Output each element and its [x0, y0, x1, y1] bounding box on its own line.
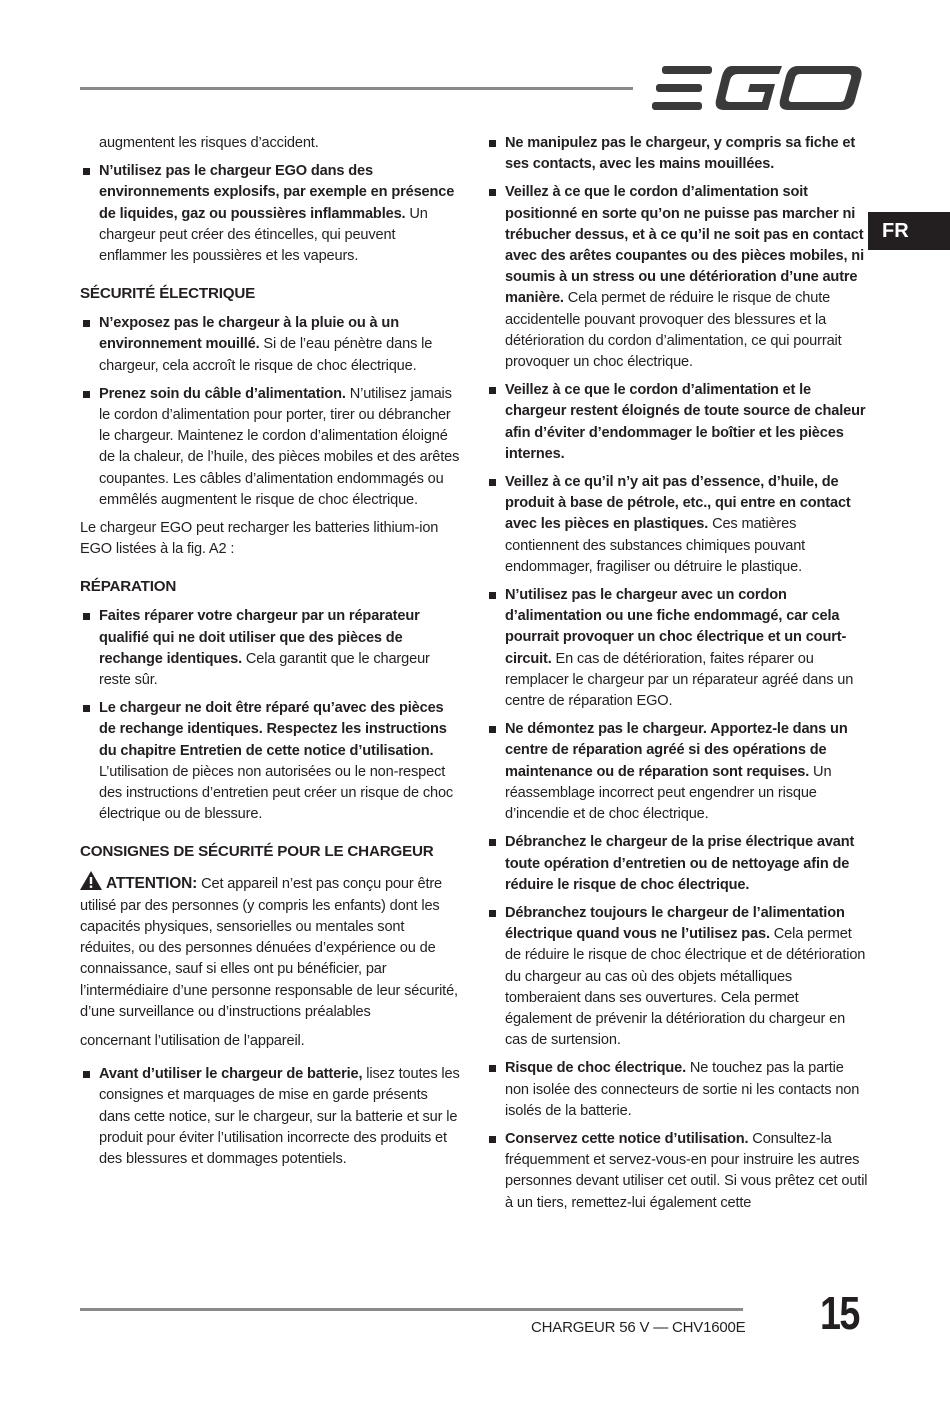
item-text: N’utilisez jamais le cordon d’alimentation pour porter, tirer ou débrancher le chargeur. Maintenez le cordon d’alimentation éloigné de la chaleur, de l’huile, des pièces mobiles et des arêtes coupantes. Les câbles d’alimentation endommagés ou emmêlés augmentent le risque de choc électrique. [99, 385, 460, 508]
section-heading-charger-safety: CONSIGNES DE SÉCURITÉ POUR LE CHARGEUR [80, 843, 434, 861]
item-bold: N’exposez pas le chargeur à la pluie ou à un environnement mouillé. [99, 315, 399, 353]
list-item [486, 1129, 868, 1214]
item-text: En cas de détérioration, faites réparer ou remplacer le chargeur par un réparateur agréé dans un centre de réparation EGO. [505, 650, 854, 710]
list-item [80, 384, 462, 511]
item-bold: Ne manipulez pas le chargeur, y compris sa fiche et ses contacts, avec les mains mouillées. [505, 135, 856, 173]
list-item [80, 1064, 462, 1170]
bullet-icon [489, 189, 496, 196]
item-text: Un réassemblage incorrect peut engendrer un risque d’incendie et de choc électrique. [505, 763, 832, 823]
item-bold: N’utilisez pas le chargeur avec un cordon d’alimentation ou une fiche endommagé, car cela pourrait provoquer un choc électrique et un court-circuit. [505, 587, 847, 667]
item-bold: Ne démontez pas le chargeur. Apportez-le dans un centre de réparation agréé si des opérations de maintenance ou de réparation sont requises. [505, 721, 848, 780]
right-column [486, 133, 868, 1221]
item-bold: Débranchez toujours le chargeur de l’alimentation électrique quand vous ne l’utilisez pas. [505, 904, 845, 943]
bullet-icon [83, 391, 90, 398]
bullet-icon [489, 839, 496, 846]
item-text: lisez toutes les consignes et marquages de mise en garde présents dans cette notice, sur le chargeur, sur la batterie et sur le produit pour éviter l’utilisation incorrecte des produits et des blessures et dommages potentiels. [99, 1066, 460, 1167]
ego-logo [652, 64, 862, 112]
language-tab: FR [868, 212, 950, 250]
bullet-icon [489, 1065, 496, 1072]
list-item [486, 380, 868, 465]
warning-icon [80, 871, 102, 890]
item-bold: Prenez soin du câble d’alimentation. [99, 385, 346, 402]
item-bold: Veillez à ce que le cordon d’alimentation et le chargeur restent éloignés de toute source de chaleur afin d’éviter d’endommager le boîtier et les pièces internes. [505, 382, 866, 462]
item-text: Un chargeur peut créer des étincelles, qui peuvent enflammer les poussières et les vapeurs. [99, 205, 428, 265]
list-item [486, 1058, 868, 1122]
bullet-icon [489, 479, 496, 486]
item-text: Si de l’eau pénètre dans le chargeur, cela accroît le risque de choc électrique. [99, 336, 433, 374]
list-item [486, 832, 868, 896]
item-bold: Le chargeur ne doit être réparé qu’avec des pièces de rechange identiques. Respectez les instructions du chapitre Entretien de cette notice d’utilisation. [99, 700, 447, 759]
list-item [80, 161, 462, 267]
item-text: L’utilisation de pièces non autorisées ou le non-respect des instructions d’entretien peut créer un risque de choc électrique ou de blessure. [99, 763, 454, 823]
item-bold: Avant d’utiliser le chargeur de batterie, [99, 1066, 363, 1083]
list-item [80, 698, 462, 825]
bullet-icon [83, 168, 90, 175]
section-heading-electrical: SÉCURITÉ ÉLECTRIQUE [80, 285, 256, 303]
item-bold: Débranchez le chargeur de la prise électrique avant toute opération d’entretien ou de nettoyage afin de réduire le risque de choc électrique. [505, 834, 855, 893]
list-item [486, 585, 868, 712]
page-number: 15 [820, 1287, 859, 1339]
bullet-icon [489, 140, 496, 147]
item-bold: Risque de choc électrique. [505, 1060, 687, 1077]
item-bold: Conservez cette notice d’utilisation. [505, 1130, 749, 1147]
header-rule [80, 87, 633, 90]
list-item [486, 903, 868, 1051]
bullet-icon [83, 613, 90, 620]
item-text: Cela garantit que le chargeur reste sûr. [99, 650, 430, 689]
item-text: Ne touchez pas la partie non isolée des connecteurs de sortie ni les contacts non isolés de la batterie. [505, 1060, 860, 1119]
list-item [80, 313, 462, 377]
bullet-icon [489, 726, 496, 733]
item-bold: Faites réparer votre chargeur par un réparateur qualifié qui ne doit utiliser que des pièces de rechange identiques. [99, 608, 420, 667]
bullet-icon [83, 705, 90, 712]
bullet-icon [489, 910, 496, 917]
item-text: Ces matières contiennent des substances chimiques pouvant endommager, fragiliser ou détruire le plastique. [505, 516, 806, 575]
item-bold: N’utilisez pas le chargeur EGO dans des environnements explosifs, par exemple en présence de liquides, gaz ou poussières inflammables. [99, 163, 455, 222]
bullet-icon [83, 320, 90, 327]
bullet-icon [489, 387, 496, 394]
bullet-icon [489, 592, 496, 599]
battery-paragraph: Le chargeur EGO peut recharger les batteries lithium-ion EGO listées à la fig. A2 : [80, 520, 439, 558]
list-item [486, 133, 868, 175]
left-column [80, 133, 462, 1177]
warning-label: ATTENTION: [106, 875, 198, 893]
footer-rule [80, 1308, 743, 1311]
footer-title: CHARGEUR 56 V — CHV1600E [531, 1319, 746, 1336]
list-item [80, 606, 462, 691]
section-heading-repair: RÉPARATION [80, 578, 177, 596]
list-item [486, 719, 868, 825]
warning-block [80, 871, 462, 1022]
bullet-icon [489, 1136, 496, 1143]
lead-text: augmentent les risques d’accident. [99, 135, 319, 151]
list-item [486, 472, 868, 578]
bullet-icon [83, 1071, 90, 1078]
list-item [486, 182, 868, 373]
item-bold: Veillez à ce que le cordon d’alimentation soit positionné en sorte qu’on ne puisse pas marcher ni trébucher dessus, et à ce qu’il ne soit pas en contact avec des arêtes coupantes ou des pièces mobiles, ni soumis à un stress ou une détérioration d’une autre manière. [505, 184, 864, 307]
item-bold: Veillez à ce qu’il n’y ait pas d’essence, d’huile, de produit à base de pétrole, etc., qui entre en contact avec les pièces en plastiques. [505, 474, 851, 533]
item-text: Cela permet de réduire le risque de chute accidentelle pouvant provoquer des blessures et la détérioration du cordon d’alimentation, ce qui pourrait provoquer un choc électrique. [505, 290, 842, 371]
item-text: Cela permet de réduire le risque de choc électrique et de détérioration du chargeur au cas où des objets métalliques tomberaient dans ses ouvertures. Cela permet également de prévenir la détérioration du chargeur en cas de surtension. [505, 926, 866, 1049]
warning-text: Cet appareil n’est pas conçu pour être utilisé par des personnes (y compris les enfants) dont les capacités physiques, sensorielles ou mentales sont réduites, ou des personnes dénuées d’expérience ou de connaissance, sauf si elles ont pu bénéficier, par l’intermédiaire d’une personne responsable de leur sécurité, d’une surveillance ou d’instructions préalables [80, 876, 458, 1020]
item-text: Consultez-la fréquemment et servez-vous-en pour instruire les autres personnes devant utiliser cet outil. Si vous prêtez cet outil à un tiers, remettez-lui également cette [505, 1130, 868, 1211]
warning-tail: concernant l’utilisation de l’appareil. [80, 1032, 305, 1049]
